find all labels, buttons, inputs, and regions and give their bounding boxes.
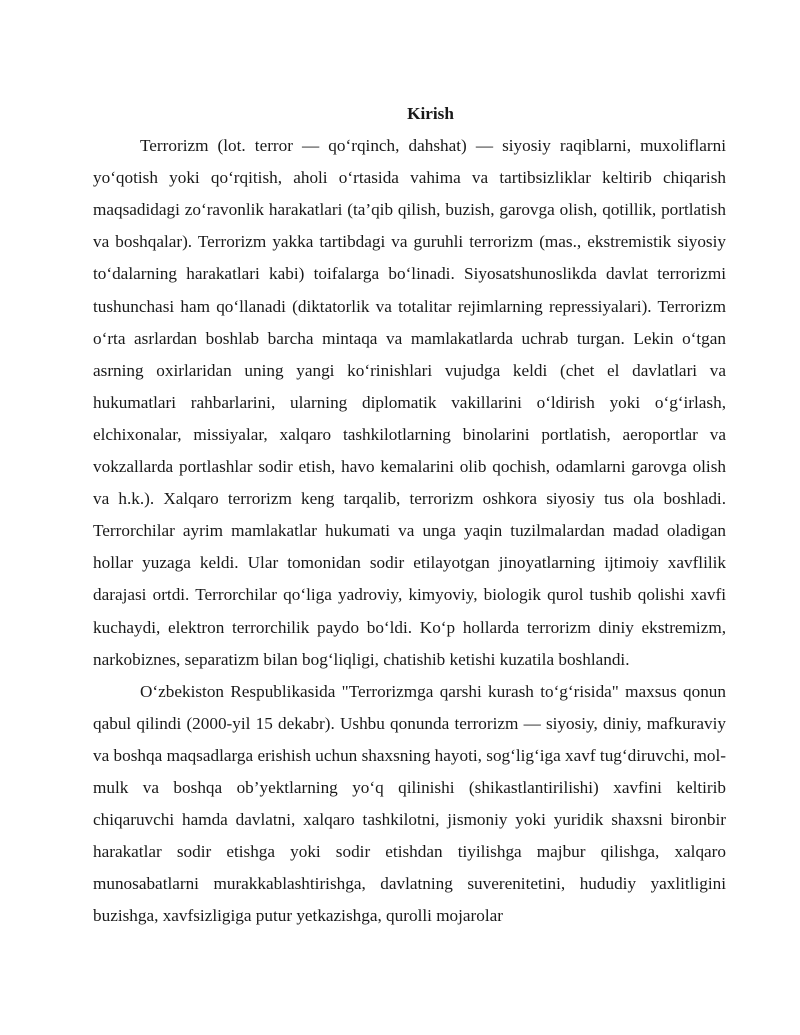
paragraph-terrorism-definition: Terrorizm (lot. terror — qo‘rqinch, dahshat) — siyosiy raqiblarni, muxoliflarni yo‘qotish yoki qo‘rqitish, aholi o‘rtasida vahima va tartibsizliklar keltirib chiqarish maqsadidagi zo‘ravonlik harakatlari (ta’qib qilish, buzish, garovga olish, qotillik, portlatish va boshqalar). Terrorizm yakka tartibdagi va guruhli terrorizm (mas., ekstremistik siyosiy to‘dalarning harakatlari kabi) toifalarga bo‘linadi. Siyosatshunoslikda davlat terrorizmi tushunchasi ham qo‘llanadi (diktatorlik va totalitar rejimlarning repressiyalari). Terrorizm o‘rta asrlardan boshlab barcha mintaqa va mamlakatlarda uchrab turgan. Lekin o‘tgan asrning oxirlaridan uning yangi ko‘rinishlari vujudga keldi (chet el davlatlari va hukumatlari rahbarlarini, ularning diplomatik vakillarini o‘ldirish yoki o‘g‘irlash, elchixonalar, missiyalar, xalqaro tashkilotlarning binolarini portlatish, aeroportlar va vokzallarda portlashlar sodir etish, havo kemalarini olib qochish, odamlarni garovga olish va h.k.). Xalqaro terrorizm keng tarqalib, terrorizm oshkora siyosiy tus ola boshladi. Terrorchilar ayrim mamlakatlar hukumati va unga yaqin tuzilmalardan madad oladigan hollar yuzaga keldi. Ular tomonidan sodir etilayotgan jinoyatlarning ijtimoiy xavflilik darajasi ortdi. Terrorchilar qo‘liga yadroviy, kimyoviy, biologik qurol tushib qolishi xavfi kuchaydi, elektron terrorchilik paydo bo‘ldi. Ko‘p hollarda terrorizm diniy ekstremizm, narkobiznes, separatizm bilan bog‘liqligi, chatishib ketishi kuzatila boshlandi. (93, 136, 726, 669)
document-page (93, 98, 726, 932)
paragraph-uzbekistan-law: O‘zbekiston Respublikasida "Terrorizmga qarshi kurash to‘g‘risida" maxsus qonun qabul qilindi (2000-yil 15 dekabr). Ushbu qonunda terrorizm — siyosiy, diniy, mafkuraviy va boshqa maqsadlarga erishish uchun shaxsning hayoti, sog‘lig‘iga xavf tug‘diruvchi, mol-mulk va boshqa ob’yektlarning yo‘q qilinishi (shikastlantirilishi) xavfini keltirib chiqaruvchi hamda davlatni, xalqaro tashkilotni, jismoniy yoki yuridik shaxsni bironbir harakatlar sodir etishga yoki sodir etishdan tiyilishga majbur qilishga, xalqaro munosabatlarni murakkablashtirishga, davlatning suverenitetini, hududiy yaxlitligini buzishga, xavfsizligiga putur yetkazishga, qurolli mojarolar (93, 681, 726, 926)
document-title: Kirish (407, 104, 454, 123)
